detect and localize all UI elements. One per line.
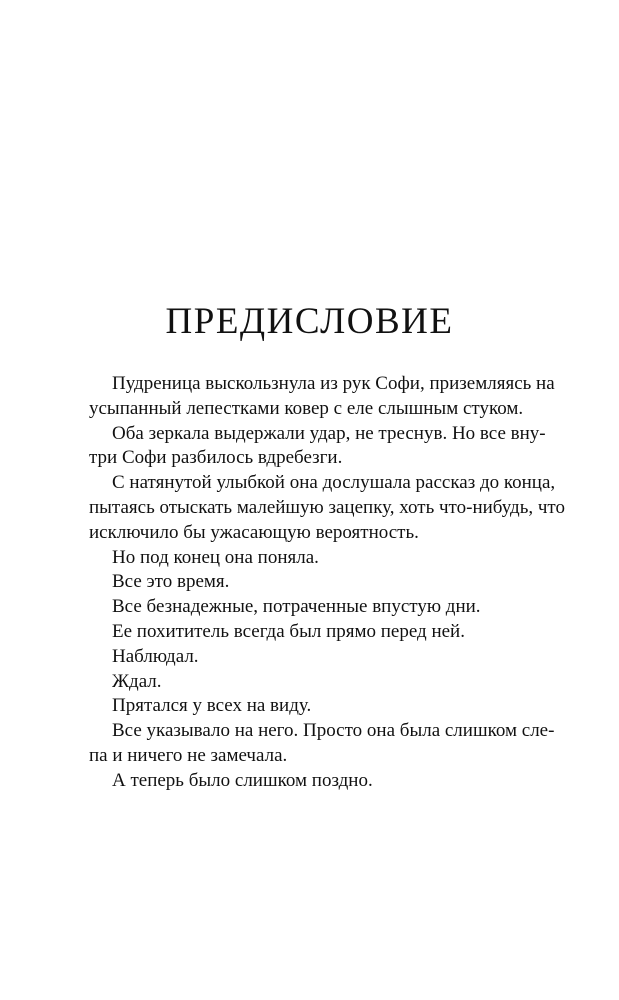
text-line: Наблюдал.	[112, 645, 199, 667]
text-line: Оба зеркала выдержали удар, не треснув. Но все вну-	[112, 422, 546, 444]
text-line: Пудреница выскользнула из рук Софи, приземляясь на	[112, 373, 555, 394]
text-line: С натянутой улыбкой она дослушала рассказ до конца,	[112, 472, 556, 494]
text-line: Ее похититель всегда был прямо перед ней.	[112, 620, 465, 642]
text-line: пытаясь отыскать малейшую зацепку, хоть что-нибудь, что	[89, 496, 565, 518]
text-line: Все безнадежные, потраченные впустую дни.	[112, 596, 481, 618]
text-line: Ждал.	[112, 670, 162, 692]
text-line: па и ничего не замечала.	[89, 744, 288, 766]
text-line: усыпанный лепестками ковер с еле слышным стуком.	[89, 397, 524, 419]
text-line: А теперь было слишком поздно.	[112, 769, 373, 791]
chapter-title: ПРЕДИСЛОВИЕ	[165, 301, 454, 342]
text-line: исключило бы ужасающую вероятность.	[89, 521, 419, 543]
text-line: Все это время.	[112, 571, 230, 593]
text-line: Но под конец она поняла.	[112, 546, 319, 568]
text-line: три Софи разбилось вдребезги.	[89, 447, 343, 469]
text-line: Прятался у всех на виду.	[112, 695, 312, 717]
text-line: Все указывало на него. Просто она была слишком сле-	[112, 720, 555, 742]
prologue-text	[89, 372, 565, 794]
